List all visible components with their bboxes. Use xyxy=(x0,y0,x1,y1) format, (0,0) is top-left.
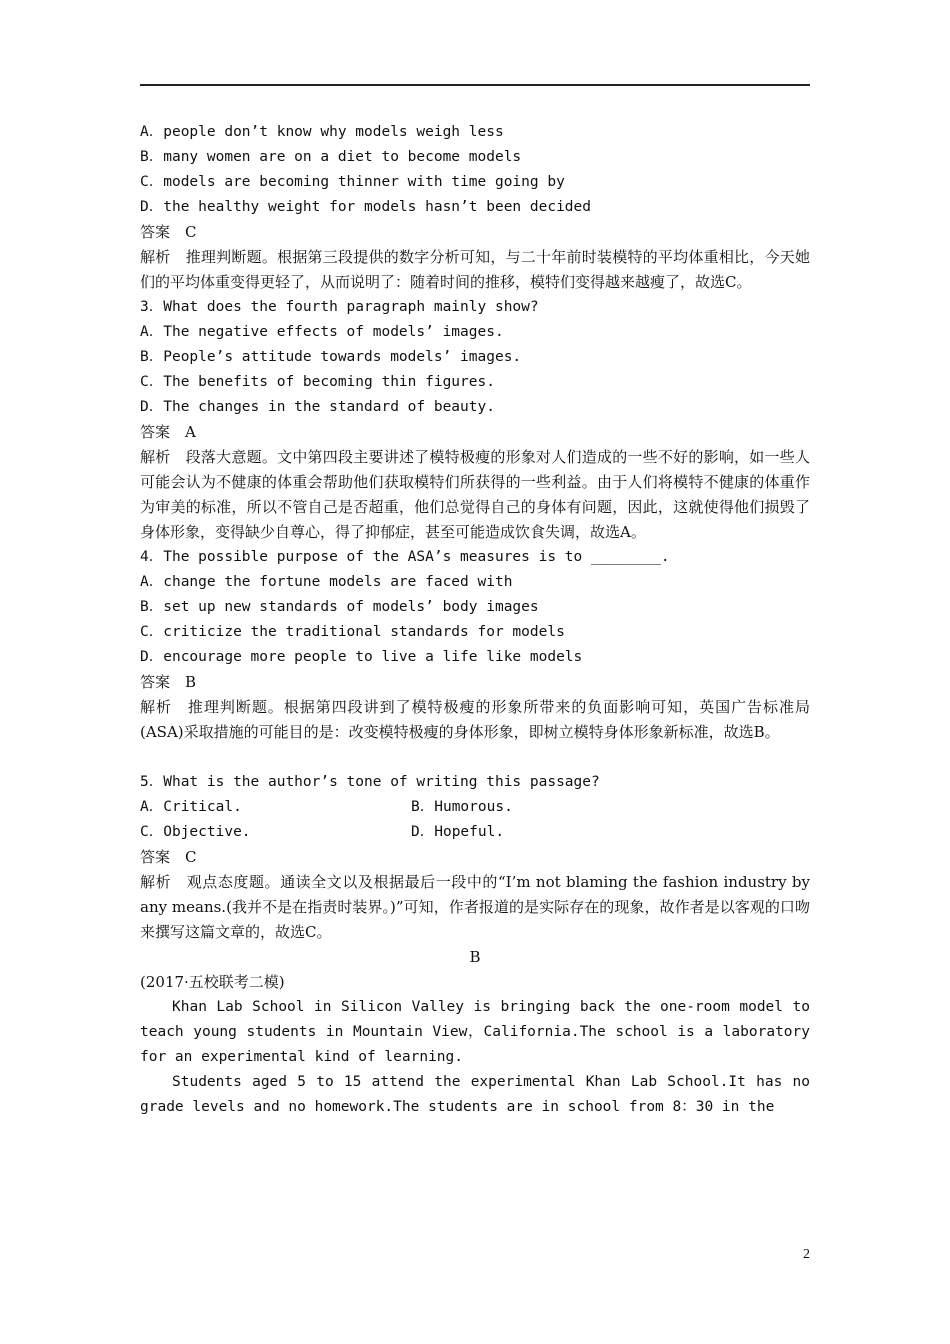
q2-option-d: D．the healthy weight for models hasn’t been decided xyxy=(140,199,591,215)
q5-question: 5．What is the author’s tone of writing this passage? xyxy=(140,774,600,790)
q3-option-b: B．People’s attitude towards models’ images. xyxy=(140,349,522,365)
q4-question: 4．The possible purpose of the ASA’s measures is to ________. xyxy=(140,549,670,565)
q3-answer: 答案 A xyxy=(140,423,196,441)
q2-analysis: 解析 推理判断题。根据第三段提供的数字分析可知，与二十年前时装模特的平均体重相比，今天她们的平均体重变得更轻了，从而说明了：随着时间的推移，模特们变得越来越瘦了，故选C。 xyxy=(140,248,810,291)
q4-option-a: A．change the fortune models are faced with xyxy=(140,574,513,590)
q2-option-c: C．models are becoming thinner with time going by xyxy=(140,174,565,190)
q5-analysis: 解析 观点态度题。通读全文以及根据最后一段中的“I’m not blaming the fashion industry by any means.(我并不是在指责时装界。)”可知，作者报道的是实际存在的现象，故作者是以客观的口吻来撰写这篇文章的，故选C。 xyxy=(140,873,810,941)
q4-option-b: B．set up new standards of models’ body images xyxy=(140,599,539,615)
q5-option-b: B．Humorous. xyxy=(411,799,513,815)
q5-options-row-1 xyxy=(140,795,810,820)
section-source: (2017·五校联考二模) xyxy=(140,973,285,991)
q5-answer: 答案 C xyxy=(140,848,197,866)
q5-options-row-2 xyxy=(140,820,810,845)
q4-answer: 答案 B xyxy=(140,673,197,691)
q2-option-a: A．people don’t know why models weigh less xyxy=(140,124,504,140)
q2-option-b: B．many women are on a diet to become models xyxy=(140,149,522,165)
q3-option-a: A．The negative effects of models’ images. xyxy=(140,324,504,340)
q3-option-c: C．The benefits of becoming thin figures. xyxy=(140,374,495,390)
q4-analysis: 解析 推理判断题。根据第四段讲到了模特极瘦的形象所带来的负面影响可知，英国广告标准局(ASA)采取措施的可能目的是：改变模特极瘦的身体形象，即树立模特身体形象新标准，故选B。 xyxy=(140,698,810,741)
q3-analysis: 解析 段落大意题。文中第四段主要讲述了模特极瘦的形象对人们造成的一些不好的影响，如一些人可能会认为不健康的体重会帮助他们获取模特们所获得的一些利益。由于人们将模特不健康的体重作为审美的标准，所以不管自己是否超重，他们总觉得自己的身体有问题，因此，这就使得他们损毁了身体形象，变得缺少自尊心，得了抑郁症，甚至可能造成饮食失调，故选A。 xyxy=(140,448,810,541)
q5-option-c: C．Objective. xyxy=(140,824,251,840)
passage-paragraph-1: Khan Lab School in Silicon Valley is bringing back the one-room model to teach young students in Mountain View，California.The school is a laboratory for an experimental kind of learning. xyxy=(140,999,810,1065)
page-body xyxy=(140,120,810,1120)
header-rule xyxy=(140,84,810,86)
section-heading: B xyxy=(469,948,481,966)
q3-question: 3．What does the fourth paragraph mainly show? xyxy=(140,299,539,315)
page-number: 2 xyxy=(803,1247,810,1262)
spacer xyxy=(140,745,810,770)
q4-option-d: D．encourage more people to live a life like models xyxy=(140,649,583,665)
q5-option-d: D．Hopeful. xyxy=(411,824,505,840)
passage-paragraph-2: Students aged 5 to 15 attend the experimental Khan Lab School.It has no grade levels and no homework.The students are in school from 8：30 in the xyxy=(140,1074,810,1115)
q4-option-c: C．criticize the traditional standards for models xyxy=(140,624,565,640)
q2-answer: 答案 C xyxy=(140,223,197,241)
q5-option-a: A．Critical. xyxy=(140,799,242,815)
q3-option-d: D．The changes in the standard of beauty. xyxy=(140,399,495,415)
